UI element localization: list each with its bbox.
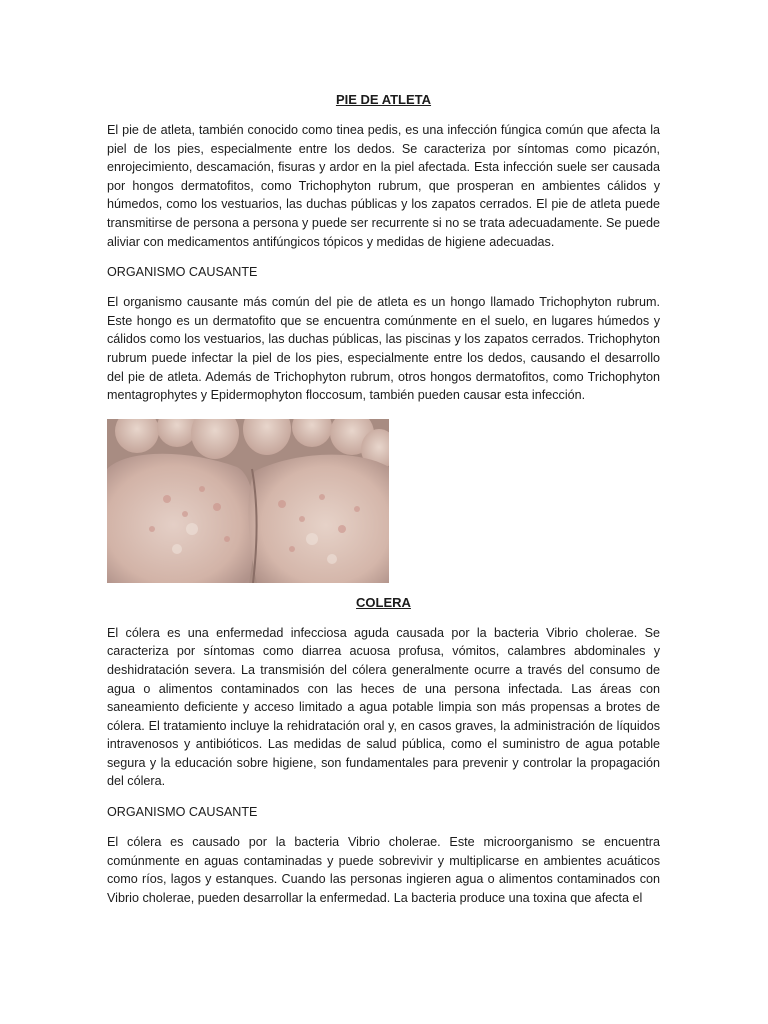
- subheading-organismo-causante-1: ORGANISMO CAUSANTE: [107, 265, 258, 280]
- paragraph-pie-de-atleta-organism: El organismo causante más común del pie de atleta es un hongo llamado Trichophyton rubrum. Este hongo es un dermatofito que se encuentra comúnmente en el suelo, en lugares húmedos y cálidos como los vestuarios, las duchas públicas, las piscinas y los zapatos cerrados. Trichophyton rubrum puede infectar la piel de los pies, especialmente entre los dedos, causando el desarrollo del pie de atleta. Además de Trichophyton rubrum, otros hongos dermatofitos, como Trichophyton mentagrophytes y Epidermophyton floccosum, también pueden causar esta infección.: [107, 295, 660, 403]
- paragraph-colera-intro: El cólera es una enfermedad infecciosa aguda causada por la bacteria Vibrio cholerae. Se caracteriza por síntomas como diarrea acuosa profusa, vómitos, calambres abdominales y deshidratación severa. La transmisión del cólera generalmente ocurre a través del consumo de agua o alimentos contaminados con las heces de una persona infectada. Las áreas con saneamiento deficiente y acceso limitado a agua potable limpia son más propensas a brotes de cólera. El tratamiento incluye la rehidratación oral y, en casos graves, la administración de líquidos intravenosos y antibióticos. Las medidas de salud pública, como el suministro de agua potable segura y la educación sobre higiene, son fundamentales para prevenir y controlar la propagación del cólera.: [107, 625, 660, 789]
- document-page: [107, 82, 660, 921]
- paragraph-pie-de-atleta-intro: El pie de atleta, también conocido como tinea pedis, es una infección fúngica común que afecta la piel de los pies, especialmente entre los dedos. Se caracteriza por síntomas como picazón, enrojecimiento, descamación, fisuras y ardor en la piel afectada. Esta infección suele ser causada por hongos dermatofitos, como Trichophyton rubrum, que prosperan en ambientes cálidos y húmedos, como los vestuarios, las duchas públicas y los zapatos cerrados. El pie de atleta puede transmitirse de persona a persona y puede ser recurrente si no se trata adecuadamente. Se puede aliviar con medicamentos antifúngicos tópicos y medidas de higiene adecuadas.: [107, 123, 660, 249]
- athletes-foot-photo: [107, 419, 389, 583]
- section-title-colera: COLERA: [356, 594, 411, 610]
- paragraph-colera-organism: El cólera es causado por la bacteria Vibrio cholerae. Este microorganismo se encuentra comúnmente en aguas contaminadas y puede sobrevivir y multiplicarse en ambientes acuáticos como ríos, lagos y estanques. Cuando las personas ingieren agua o alimentos contaminados con Vibrio cholerae, pueden desarrollar la enfermedad. La bacteria produce una toxina que afecta el: [107, 835, 660, 905]
- subheading-organismo-causante-2: ORGANISMO CAUSANTE: [107, 805, 258, 820]
- section-title-pie-de-atleta: PIE DE ATLETA: [335, 92, 432, 107]
